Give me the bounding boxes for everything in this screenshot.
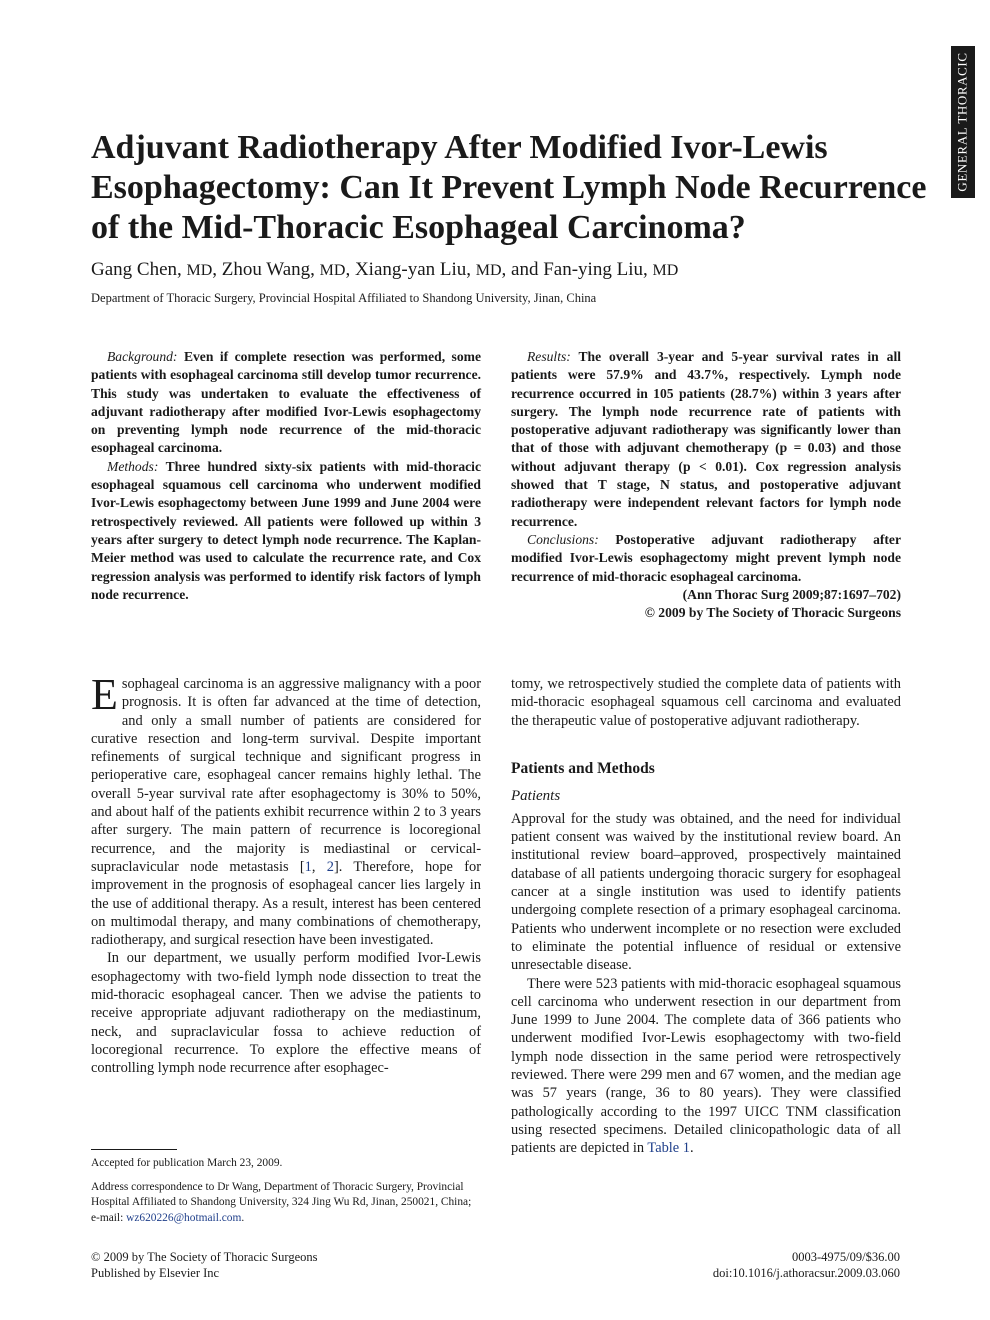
footnotes (91, 1156, 481, 1234)
intro-paragraph: Esophageal carcinoma is an aggressive malignancy with a poor prognosis. It is often far advanced at the time of detection, and only a small number of patients are considered for curative resection and long-term survival. Despite important refinements of surgical technique and significant progress in perioperative care, esophageal cancer remains highly lethal. The overall 5-year survival rate after esophagectomy is 30% to 50%, and about half of the patients exhibit recurrence within 2 to 3 years after surgery. The main pattern of recurrence is locoregional recurrence, and the majority is mediastinal or cervical-supraclavicular node metastasis [1, 2]. Therefore, hope for improvement in the prognosis of esophageal cancer lies largely in the use of additional therapy. As a result, interest has been centered on multimodal therapy, and many combinations of chemotherapy, radiotherapy, and surgical resection have been investigated. (91, 670, 481, 949)
body-paragraph: There were 523 patients with mid-thoracic esophageal squamous cell carcinoma who underwent resection in our department from June 1999 to June 2004. The complete data of 366 patients who underwent modified Ivor-Lewis esophagectomy with two-field lymph node dissection in the same period were retrospectively reviewed. There were 299 men and 67 women, and the median age was 57 years (range, 36 to 80 years). They were classified pathologically according to the 1997 UICC TNM classification using resected specimens. Detailed clinicopathologic data of all patients are depicted in Table 1. (511, 975, 901, 1157)
footnote-divider (91, 1149, 177, 1150)
footer-publisher: Published by Elsevier Inc (91, 1266, 220, 1280)
footer-right (600, 1249, 900, 1281)
abstract-label: Methods: (107, 458, 159, 474)
correspondence-address: Address correspondence to Dr Wang, Department of Thoracic Surgery, Provincial Hospital Affiliated to Shandong University, 324 Jing Wu Rd, Jinan, 250021, China; e-mail: wz620226@hotmail.com. (91, 1180, 472, 1224)
affiliation: Department of Thoracic Surgery, Provincial Hospital Affiliated to Shandong University, Jinan, China (91, 291, 597, 305)
author-list: Gang Chen, MD, Zhou Wang, MD, Xiang-yan Liu, MD, and Fan-ying Liu, MD (91, 259, 679, 280)
author-name: Fan-ying Liu (543, 259, 643, 280)
subsection-heading: Patients (511, 787, 561, 804)
email-link[interactable]: wz620226@hotmail.com (126, 1211, 242, 1224)
drop-cap: E (91, 670, 118, 719)
section-tab-label: GENERAL THORACIC (955, 52, 970, 192)
table-1-link[interactable]: Table 1 (647, 1140, 690, 1157)
abstract-label: Conclusions: (527, 531, 599, 547)
reference-link-2[interactable]: 2 (326, 858, 334, 875)
body-paragraph-continued: tomy, we retrospectively studied the complete data of patients with mid-thoracic esophageal squamous cell carcinoma and evaluated the therapeutic value of postoperative adjuvant radiotherapy. (511, 676, 901, 729)
body-paragraph: In our department, we usually perform modified Ivor-Lewis esophagectomy with two-field lymph node dissection to treat the mid-thoracic esophageal cancer. Then we advise the patients to receive appropriate adjuvant radiotherapy on the mediastinum, neck, and supraclavicular fossa to achieve reduction of locoregional recurrence. To explore the effective means of controlling lymph node recurrence after esophagec- (91, 950, 481, 1077)
abstract-methods: Methods: Three hundred sixty-six patients with mid-thoracic esophageal squamous cell carcinoma who underwent modified Ivor-Lewis esophagectomy between June 1999 and June 2004 were retrospectively reviewed. All patients were followed up within 3 years after surgery to detect lymph node recurrence. The Kaplan-Meier method was used to calculate the recurrence rate, and Cox regression analysis was performed to identify risk factors of lymph node recurrence. (91, 458, 481, 602)
abstract-citation-block (511, 586, 901, 623)
author-name: Gang Chen (91, 259, 178, 280)
body-right-column (511, 675, 901, 1158)
abstract-right-column (511, 348, 901, 622)
abstract-left-column (91, 348, 481, 604)
accepted-date: Accepted for publication March 23, 2009. (91, 1157, 283, 1169)
section-heading: Patients and Methods (511, 759, 655, 777)
abstract-copyright: © 2009 by The Society of Thoracic Surgeons (644, 605, 901, 621)
author-degree: MD (652, 262, 679, 279)
author-degree: MD (186, 262, 213, 279)
footer-issn: 0003-4975/09/$36.00 (792, 1250, 900, 1264)
author-degree: MD (319, 262, 346, 279)
article-title: Adjuvant Radiotherapy After Modified Ivor-Lewis Esophagectomy: Can It Prevent Lymph Node Recurrence of the Mid-Thoracic Esophageal Carcinoma? (91, 129, 927, 246)
section-tab (951, 46, 975, 198)
abstract-background: Background: Even if complete resection was performed, some patients with esophageal carcinoma still develop tumor recurrence. This study was undertaken to evaluate the effectiveness of adjuvant radiotherapy after modified Ivor-Lewis esophagectomy on preventing lymph node recurrence of the mid-thoracic esophageal carcinoma. (91, 349, 481, 456)
body-paragraph: Approval for the study was obtained, and the need for individual patient consent was waived by the institutional review board. An institutional review board–approved, prospectively maintained database of all patients undergoing thoracic surgery for esophageal cancer at a single institution was used to identify patients undergoing complete resection of a primary esophageal carcinoma. Patients who underwent incomplete or no resection were excluded to eliminate the potential influence of residual or extensive unresectable disease. (511, 810, 901, 974)
reference-link-1[interactable]: 1 (304, 858, 312, 875)
author-name: Zhou Wang (221, 259, 311, 280)
footer-left (91, 1249, 317, 1281)
body-left-column (91, 670, 481, 1078)
author-name: Xiang-yan Liu (354, 259, 467, 280)
footer-doi: doi:10.1016/j.athoracsur.2009.03.060 (712, 1266, 900, 1280)
abstract-label: Background: (107, 349, 178, 364)
abstract-results: Results: The overall 3-year and 5-year survival rates in all patients were 57.9% and 43.7%, respectively. Lymph node recurrence occurred in 105 patients (28.7%) within 3 years after surgery. The lymph node recurrence rate of patients with postoperative adjuvant radiotherapy was significantly lower than that of those with adjuvant chemotherapy (p = 0.03) and those without adjuvant therapy (p < 0.01). Cox regression analysis showed that T stage, N status, and postoperative adjuvant radiotherapy were independent relevant factors for lymph node recurrence. (511, 349, 902, 529)
abstract-conclusions: Conclusions: Postoperative adjuvant radiotherapy after modified Ivor-Lewis esophagectomy might prevent lymph node recurrence of mid-thoracic esophageal carcinoma. (511, 531, 901, 584)
journal-citation: (Ann Thorac Surg 2009;87:1697–702) (682, 586, 901, 602)
author-degree: MD (475, 262, 502, 279)
footer-copyright: © 2009 by The Society of Thoracic Surgeons (91, 1250, 318, 1264)
abstract-label: Results: (527, 349, 571, 364)
